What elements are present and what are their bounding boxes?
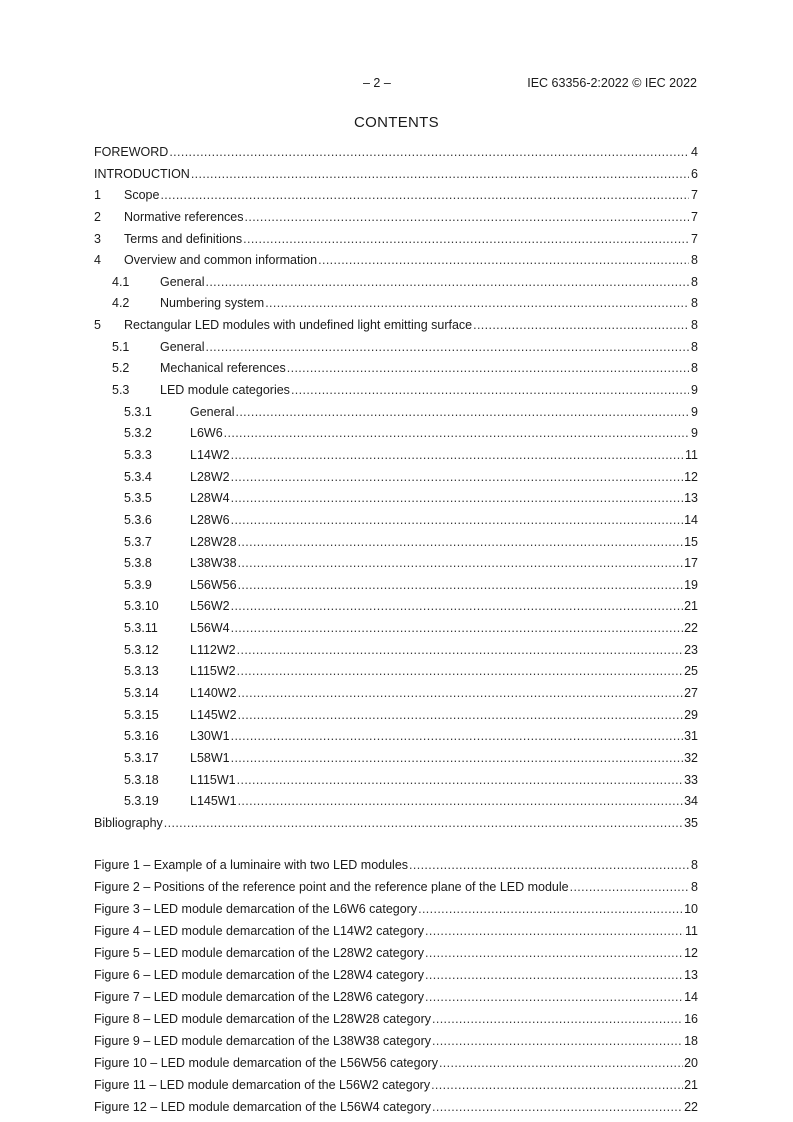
toc-entry-page: 8 [691,296,698,311]
dot-leader [231,751,683,765]
figure-entry-title: Figure 5 – LED module demarcation of the L28W2 category [94,945,425,960]
toc-entry-number: 5.3.2 [124,426,152,441]
toc-entry-number: 2 [94,209,101,224]
toc-entry-page: 11 [685,447,698,462]
toc-entry-4-2[interactable] [94,296,698,318]
toc-entry-5-3-5[interactable] [94,491,698,513]
dot-leader [570,880,689,894]
figure-entry-page: 13 [684,967,698,982]
toc-entry-page: 19 [684,577,698,592]
figure-entry-8[interactable] [94,1012,698,1034]
toc-entry-5[interactable] [94,318,698,340]
toc-entry-5-3-15[interactable] [94,708,698,730]
toc-entry-page: 32 [684,750,698,765]
toc-entry-5-3-4[interactable] [94,470,698,492]
figure-entry-title: Figure 6 – LED module demarcation of the L28W4 category [94,967,425,982]
dot-leader [231,599,683,613]
toc-entry-page: 8 [691,318,698,333]
toc-entry-title: General [190,404,235,419]
toc-entry-5-3-3[interactable] [94,448,698,470]
figure-entry-page: 14 [684,989,698,1004]
figure-entry-5[interactable] [94,946,698,968]
dot-leader [238,794,684,808]
toc-entry-title: L28W6 [190,512,230,527]
toc-entry-page: 27 [684,686,698,701]
toc-entry-5-3[interactable] [94,383,698,405]
toc-entry-title: LED module categories [160,383,290,398]
toc-entry-title: L56W2 [190,599,230,614]
toc-entry-title: L28W2 [190,469,230,484]
toc-entry-page: 7 [691,231,698,246]
figure-entry-title: Figure 12 – LED module demarcation of the L56W4 category [94,1099,431,1114]
toc-entry-number: 5.3.12 [124,642,159,657]
figure-entry-page: 11 [685,923,698,938]
toc-entry-title: General [160,339,205,354]
figure-entry-10[interactable] [94,1056,698,1078]
toc-entry-page: 8 [691,274,698,289]
dot-leader [231,513,683,527]
dot-leader [237,643,683,657]
toc-entry-title: L145W1 [190,794,237,809]
toc-entry-title: Overview and common information [124,253,318,268]
toc-entry-number: 5.3.7 [124,534,152,549]
dot-leader [238,686,684,700]
dot-leader [160,188,689,202]
toc-entry-number: 5.3.8 [124,556,152,571]
dot-leader [287,361,689,375]
toc-entry-title: L56W56 [190,577,237,592]
toc-entry-page: 7 [691,188,698,203]
toc-entry-5-3-18[interactable] [94,773,698,795]
dot-leader [237,664,683,678]
toc-entry-title: L30W1 [190,729,230,744]
toc-entry-title: L112W2 [190,642,236,657]
figure-entry-page: 21 [684,1077,698,1092]
figure-entry-page: 8 [691,879,698,894]
toc-entry-number: 5.3.4 [124,469,152,484]
toc-entry-5-2[interactable] [94,361,698,383]
dot-leader [238,708,684,722]
toc-entry-title: L6W6 [190,426,223,441]
dot-leader [243,232,689,246]
dot-leader [231,729,683,743]
toc-entry-page: 8 [691,361,698,376]
toc-entry-number: 5.3.13 [124,664,159,679]
toc-entry-number: 4 [94,253,101,268]
toc-entry-number: 5.3.18 [124,772,159,787]
toc-entry-5-3-17[interactable] [94,751,698,773]
toc-entry-number: 5.3.5 [124,491,152,506]
toc-entry-title: L145W2 [190,707,237,722]
table-of-contents [94,145,698,1122]
dot-leader [231,470,683,484]
toc-entry-5-3-6[interactable] [94,513,698,535]
toc-entry-page: 8 [691,339,698,354]
toc-entry-2[interactable] [94,210,698,232]
figure-entry-title: Figure 9 – LED module demarcation of the L38W38 category [94,1033,431,1048]
toc-entry-introduction[interactable] [94,167,698,189]
toc-entry-5-3-14[interactable] [94,686,698,708]
toc-entry-5-1[interactable] [94,340,698,362]
toc-entry-number: 5.3.14 [124,686,159,701]
dot-leader [224,426,689,440]
toc-entry-number: 5.3.19 [124,794,159,809]
toc-entry-number: 5.3.11 [124,621,158,636]
dot-leader [265,296,689,310]
dot-leader [439,1056,683,1070]
toc-entry-number: 5 [94,318,101,333]
toc-entry-1[interactable] [94,188,698,210]
toc-entry-4-1[interactable] [94,275,698,297]
figure-entry-3[interactable] [94,902,698,924]
figure-entry-page: 10 [684,901,698,916]
figure-entry-title: Figure 8 – LED module demarcation of the L28W28 category [94,1011,431,1026]
toc-entry-number: 5.3.16 [124,729,159,744]
toc-entry-5-3-16[interactable] [94,729,698,751]
toc-entry-title: L58W1 [190,750,230,765]
toc-entry-number: 1 [94,188,101,203]
dot-leader [169,145,689,159]
figure-entry-1[interactable] [94,858,698,880]
dot-leader [432,1034,683,1048]
dot-leader [237,773,683,787]
figure-entry-title: Figure 4 – LED module demarcation of the L14W2 category [94,923,425,938]
toc-entry-5-3-19[interactable] [94,794,698,816]
toc-entry-page: 8 [691,253,698,268]
toc-entry-title: Mechanical references [160,361,286,376]
toc-entry-number: 4.2 [112,296,130,311]
toc-entry-5-3-13[interactable] [94,664,698,686]
toc-entry-title: Bibliography [94,815,163,830]
toc-entry-number: 5.3.10 [124,599,159,614]
toc-entry-number: 5.3.9 [124,577,152,592]
dot-leader [205,275,689,289]
figure-entry-page: 12 [684,945,698,960]
toc-entry-page: 35 [684,815,698,830]
figure-entry-title: Figure 10 – LED module demarcation of the L56W56 category [94,1055,438,1070]
toc-entry-number: 5.3.6 [124,512,152,527]
toc-entry-title: L28W4 [190,491,230,506]
toc-entry-title: Rectangular LED modules with undefined light emitting surface [124,318,473,333]
dot-leader [425,946,683,960]
figure-entry-title: Figure 11 – LED module demarcation of the L56W2 category [94,1077,431,1092]
dot-leader [238,578,684,592]
toc-entry-page: 29 [684,707,698,722]
toc-entry-page: 9 [691,404,698,419]
dot-leader [425,924,684,938]
toc-entry-page: 12 [684,469,698,484]
toc-entry-number: 5.1 [112,339,130,354]
toc-entry-page: 22 [684,621,698,636]
figure-entry-page: 8 [691,857,698,872]
dot-leader [205,340,689,354]
toc-entry-page: 9 [691,383,698,398]
toc-entry-page: 34 [684,794,698,809]
toc-entry-page: 13 [684,491,698,506]
toc-entry-title: Numbering system [160,296,265,311]
toc-entry-title: L38W38 [190,556,237,571]
toc-entry-page: 15 [684,534,698,549]
toc-entry-page: 7 [691,209,698,224]
toc-entry-page: 17 [684,556,698,571]
dot-leader [418,902,683,916]
contents-title: CONTENTS [354,114,439,131]
toc-entry-4[interactable] [94,253,698,275]
document-id: IEC 63356-2:2022 © IEC 2022 [527,76,697,90]
figure-entry-page: 18 [684,1033,698,1048]
figure-entry-page: 16 [684,1011,698,1026]
toc-entry-page: 6 [691,166,698,181]
section-gap [94,838,698,858]
toc-entry-title: General [160,274,205,289]
dot-leader [425,968,683,982]
toc-entry-number: 5.3.17 [124,750,159,765]
figure-entry-2[interactable] [94,880,698,902]
figure-entry-title: Figure 7 – LED module demarcation of the L28W6 category [94,989,425,1004]
figure-entry-4[interactable] [94,924,698,946]
dot-leader [432,1100,683,1114]
figure-entry-page: 20 [684,1055,698,1070]
toc-entry-title: INTRODUCTION [94,166,190,181]
dot-leader [431,1078,683,1092]
toc-entry-number: 5.3.15 [124,707,159,722]
dot-leader [473,318,689,332]
toc-entry-5-3-11[interactable] [94,621,698,643]
toc-entry-number: 3 [94,231,101,246]
toc-entry-page: 25 [684,664,698,679]
toc-entry-title: L28W28 [190,534,237,549]
toc-entry-foreword[interactable] [94,145,698,167]
toc-entry-page: 21 [684,599,698,614]
toc-entry-title: L115W2 [190,664,236,679]
dot-leader [425,990,683,1004]
dot-leader [318,253,689,267]
toc-entry-title: Normative references [124,209,244,224]
dot-leader [238,556,684,570]
toc-entry-title: L14W2 [190,447,230,462]
figure-entry-title: Figure 2 – Positions of the reference point and the reference plane of the LED module [94,879,569,894]
toc-entry-page: 14 [684,512,698,527]
toc-entry-3[interactable] [94,232,698,254]
dot-leader [238,535,684,549]
toc-entry-title: L140W2 [190,686,237,701]
toc-entry-number: 5.2 [112,361,130,376]
dot-leader [191,167,689,181]
dot-leader [235,405,689,419]
page-number: – 2 – [363,76,391,90]
toc-entry-title: FOREWORD [94,145,169,159]
figure-entry-9[interactable] [94,1034,698,1056]
dot-leader [164,816,683,830]
figure-entry-title: Figure 3 – LED module demarcation of the L6W6 category [94,901,418,916]
toc-entry-5-3-8[interactable] [94,556,698,578]
dot-leader [231,491,683,505]
toc-entry-title: Terms and definitions [124,231,243,246]
figure-entry-7[interactable] [94,990,698,1012]
toc-entry-page: 31 [684,729,698,744]
toc-entry-5-3-7[interactable] [94,535,698,557]
toc-entry-number: 5.3.3 [124,447,152,462]
figure-entry-page: 22 [684,1099,698,1114]
dot-leader [432,1012,683,1026]
toc-entry-5-3-10[interactable] [94,599,698,621]
dot-leader [291,383,689,397]
figure-entry-12[interactable] [94,1100,698,1122]
toc-entry-page: 23 [684,642,698,657]
dot-leader [231,448,684,462]
figure-entry-6[interactable] [94,968,698,990]
dot-leader [231,621,683,635]
toc-entry-number: 5.3.1 [124,404,152,419]
toc-entry-5-3-9[interactable] [94,578,698,600]
toc-entry-5-3-1[interactable] [94,405,698,427]
toc-entry-page: 4 [691,145,698,159]
toc-entry-title: L56W4 [190,621,230,636]
toc-entry-5-3-2[interactable] [94,426,698,448]
toc-entry-page: 33 [684,772,698,787]
dot-leader [245,210,690,224]
dot-leader [409,858,689,872]
figure-entry-title: Figure 1 – Example of a luminaire with two LED modules [94,857,409,872]
toc-entry-page: 9 [691,426,698,441]
toc-entry-5-3-12[interactable] [94,643,698,665]
toc-entry-bibliography[interactable] [94,816,698,838]
figure-entry-11[interactable] [94,1078,698,1100]
toc-entry-number: 4.1 [112,274,130,289]
toc-entry-title: Scope [124,188,160,203]
toc-entry-number: 5.3 [112,383,130,398]
toc-entry-title: L115W1 [190,772,236,787]
